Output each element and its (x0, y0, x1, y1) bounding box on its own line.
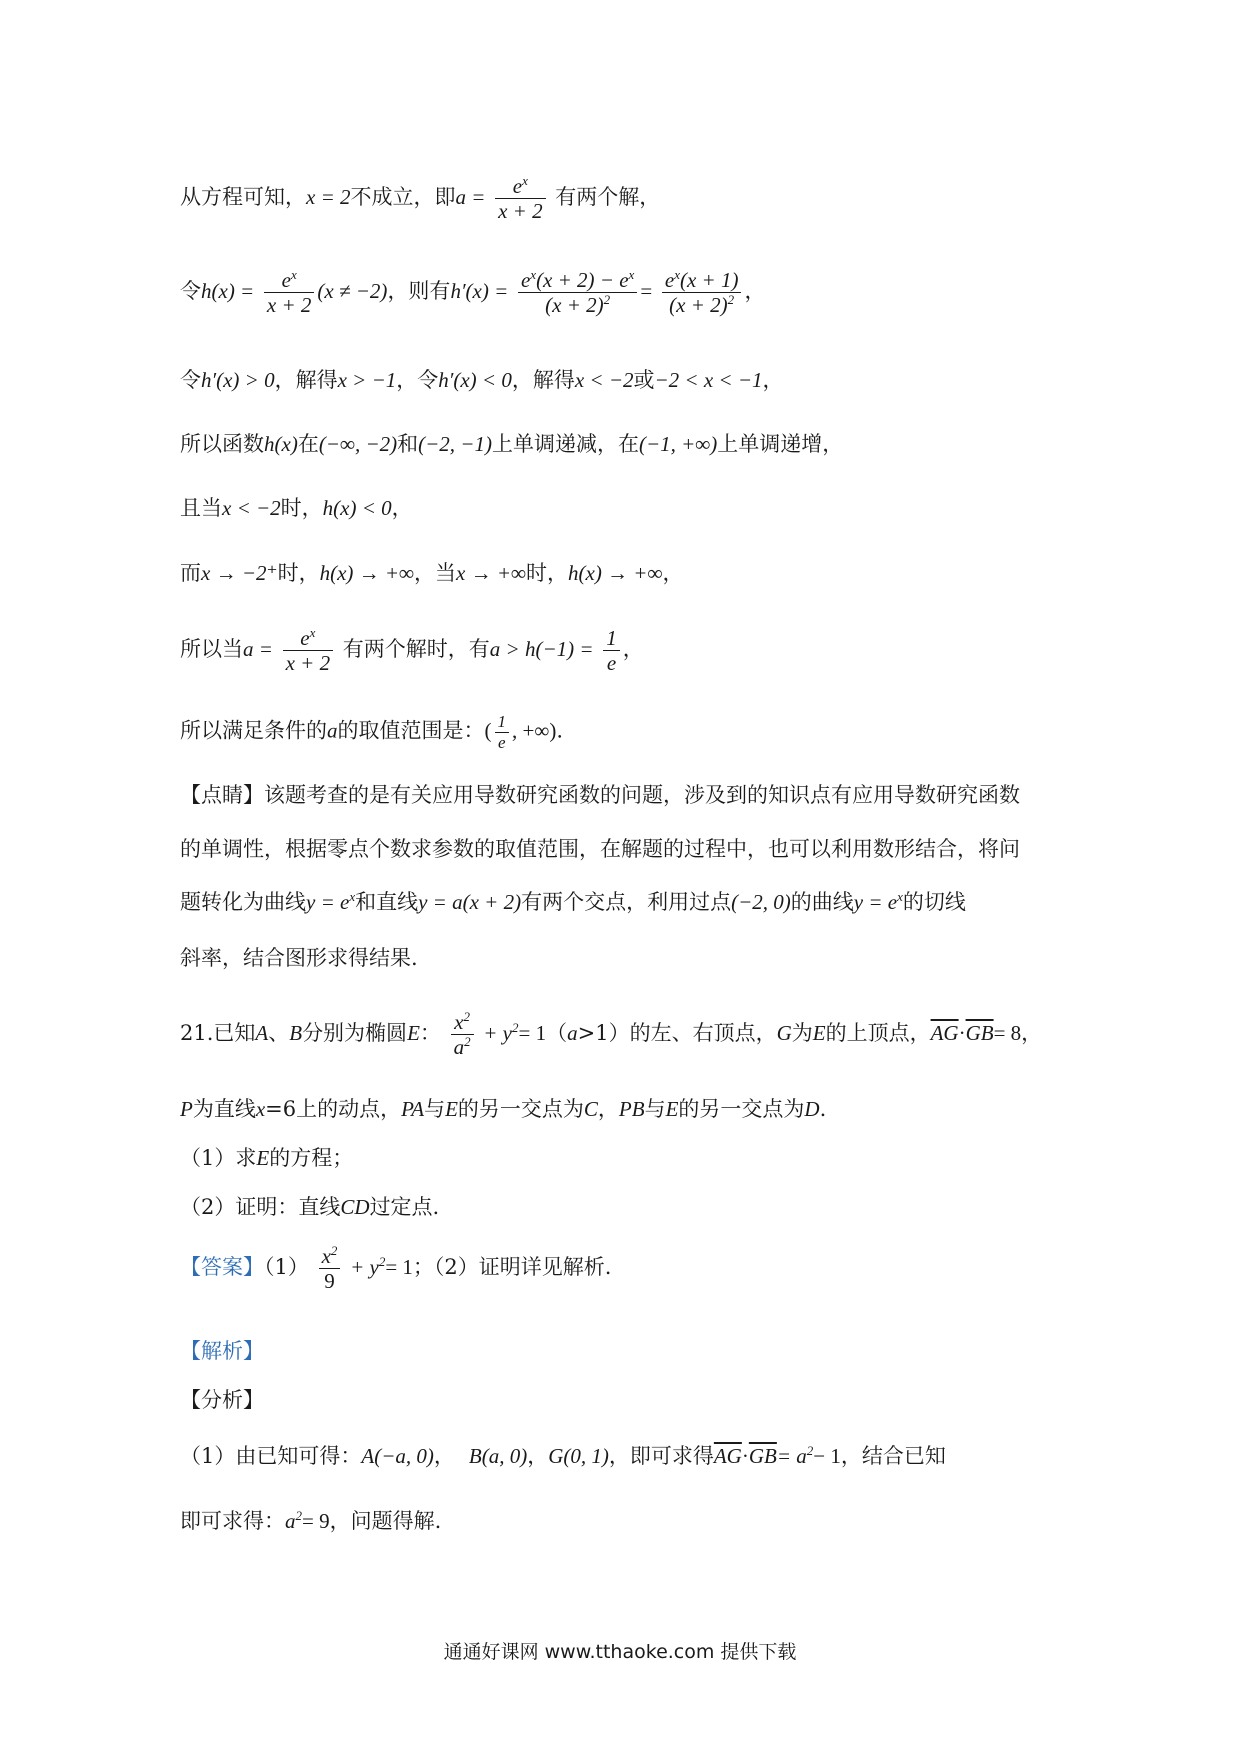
fraction: $\frac{1}{e}$ (495, 712, 510, 752)
page-footer: 通通好课网 www.tthaoke.com 提供下载 (443, 1641, 797, 1663)
remark-line-1: 【点睛】该题考查的是有关应用导数研究函数的问题，涉及到的知识点有应用导数研究函数 (180, 783, 1020, 807)
line-6: 而x → −2⁺时，h(x) → +∞，当x → +∞时，h(x) → +∞， (180, 561, 684, 585)
fraction: $\frac{x^2}{a^2}$ (451, 1010, 474, 1059)
answer-label: 【答案】 (180, 1255, 264, 1280)
math: h′(x) = (450, 279, 509, 304)
line-8: 所以满足条件的a的取值范围是：( $\frac{1}{e}$ , +∞). (180, 712, 563, 752)
analysis-line-1: （1）由已知可得：A(−a, 0)， B(a, 0)，G(0, 1)，即可求得$\overline{AG}\cdot\overline{GB}= a^2- 1$，结合已知 (180, 1443, 946, 1468)
remark-line-3: 题转化为曲线$y = e^x$和直线y = a(x + 2)有两个交点，利用过点(−2, 0)的曲线$y = e^x$的切线 (180, 889, 966, 914)
question-1: （1）求E的方程； (180, 1146, 354, 1170)
fraction: $\frac{1}{e}$ (603, 626, 620, 675)
problem-21-line-1: 21.已知A、B分别为椭圆E： $\frac{x^2}{a^2}$ + $y^2= 1(a>1)$的左、右顶点，G为E的上顶点，$\overline{AG}\cdot\overline{GB}= 8$， (180, 1009, 1043, 1060)
math: h(x) = (201, 279, 255, 304)
text: 令 (180, 279, 201, 304)
answer-line: 【答案】（1） $\frac{x^2}{9}$ + $y^2= 1$；（2）证明详见解析. (180, 1243, 612, 1294)
line-7: 所以当a = $\frac{e^x}{x + 2}$ 有两个解时，有a > h(−1) = $\frac{1}{e}$ ， (180, 625, 644, 676)
fraction: $\frac{e^x}{x + 2}$ (264, 268, 315, 317)
problem-21-line-2: P为直线x=6上的动点，PA与E的另一交点为C，PB与E的另一交点为D. (180, 1097, 827, 1121)
question-2: （2）证明：直线CD过定点. (180, 1195, 440, 1219)
fraction-part: $e^x(x + 2) - e^x$ (518, 268, 637, 293)
line-4: 所以函数h(x)在(−∞, −2)和(−2, −1)上单调递减，在(−1, +∞)上单调递增， (180, 432, 844, 456)
fraction (662, 268, 742, 317)
breakdown-label: 【分析】 (180, 1388, 264, 1412)
fraction: $\frac{x^2}{9}$ (319, 1244, 341, 1293)
fraction-part: $(x + 2)^2$ (545, 292, 611, 318)
text: 从方程可知， (180, 185, 306, 210)
math: x = 2 (306, 185, 351, 210)
text: ，则有 (387, 279, 451, 304)
line-1 (180, 174, 660, 223)
remark-line-2: 的单调性，根据零点个数求参数的取值范围，在解题的过程中，也可以利用数形结合，将问 (180, 837, 1020, 861)
fraction: $\frac{e^x}{x + 2}$ (283, 626, 334, 675)
line-2 (180, 268, 765, 317)
text: ， (744, 279, 766, 304)
line-5: 且当x < −2时，h(x) < 0， (180, 496, 413, 520)
text: 有两个解， (555, 185, 661, 210)
line-3: 令h′(x) > 0，解得x > −1，令h′(x) < 0，解得x < −2或−2 < x < −1， (180, 368, 784, 392)
math: a = (455, 185, 486, 210)
fraction-part: $(x + 2)^2$ (669, 292, 735, 318)
fraction (518, 268, 637, 317)
fraction-part: $e^x(x + 1)$ (662, 268, 742, 293)
math: (x ≠ −2) (317, 279, 388, 304)
analysis-label: 【解析】 (180, 1339, 264, 1363)
text: 不成立，即 (350, 185, 456, 210)
remark-line-4: 斜率，结合图形求得结果. (180, 946, 418, 970)
analysis-line-2: 即可求得：$a^2= 9$，问题得解. (180, 1508, 442, 1533)
math: = (640, 279, 653, 304)
fraction: $\frac{e^x}{x + 2}$ (495, 174, 546, 223)
